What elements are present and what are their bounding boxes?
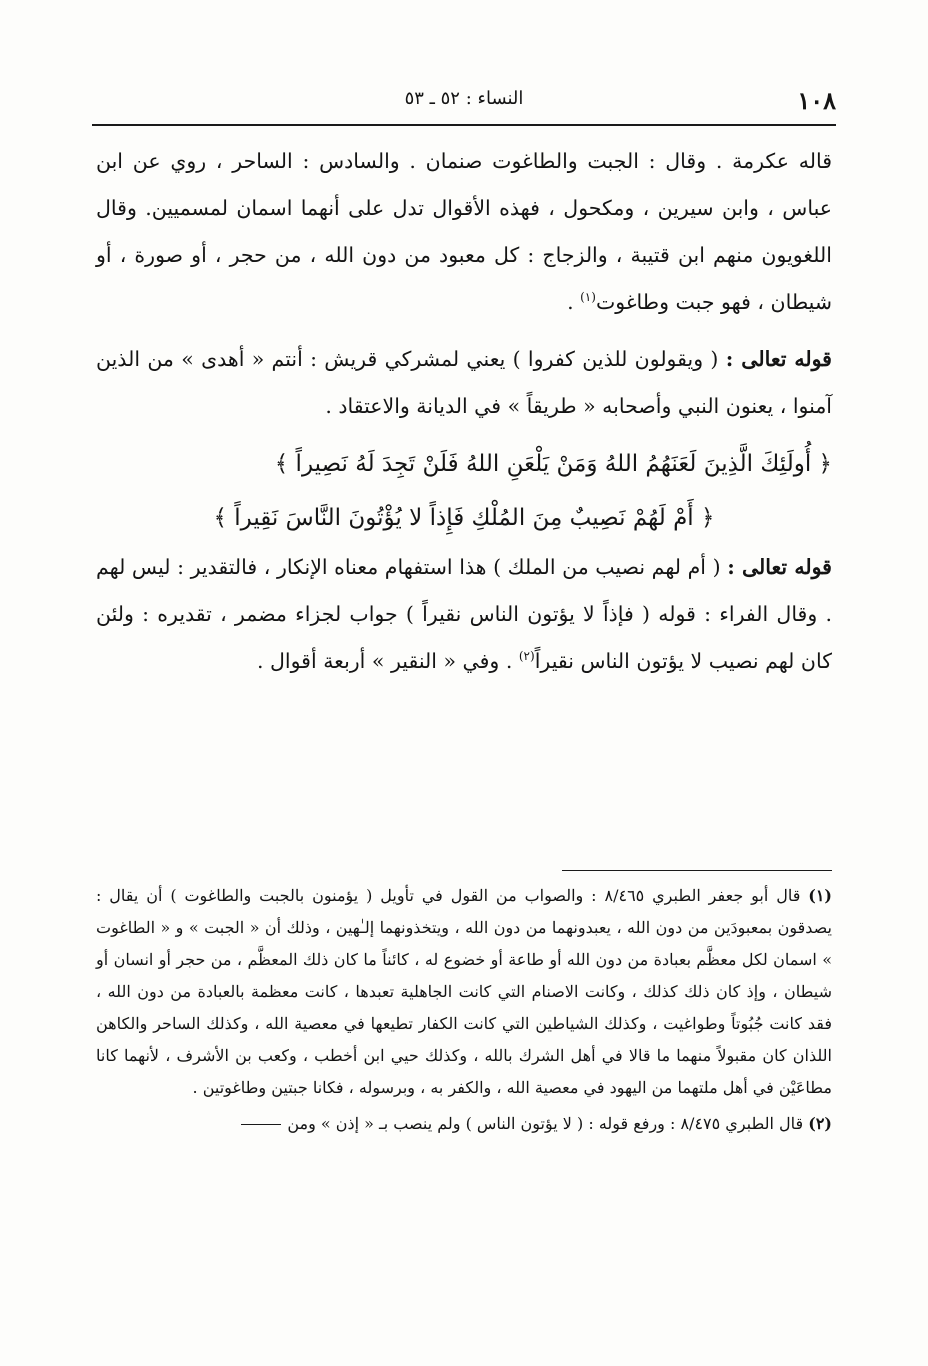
- footnotes: [96, 880, 832, 1140]
- paragraph-2-text: ( ويقولون للذين كفروا ) يعني لمشركي قريش : أنتم « أهدى » من الذين آمنوا ، يعنون النبي وأصحابه « طريقاً » في الديانة والاعتقاد .: [96, 347, 832, 418]
- quran-verse-2: ﴿ أَمْ لَهُمْ نَصِيبٌ مِنَ المُلْكِ فَإِذاً لا يُؤْتُونَ النَّاسَ نَقِيراً ﴾: [213, 505, 715, 531]
- main-text: [96, 138, 832, 685]
- footnote-rule: [562, 870, 832, 871]
- paragraph-1-end: .: [567, 290, 581, 314]
- footnote-1-text: قال أبو جعفر الطبري ٨/٤٦٥ : والصواب من القول في تأويل ( يؤمنون بالجبت والطاغوت ) أن يقال : يصدقون بمعبودَين من دون الله ، يعبدونهما من دون الله ، ويتخذونهما إلـٰهين ، وذلك أن « الجبت » و « الطاغوت » اسمان لكل معظَّم بعبادة من دون الله أو طاعة أو خضوع له ، كائناً ما كان ذلك المعظَّم ، من حجر أو انسان أو شيطان ، وإذ كان ذلك كذلك ، وكانت الاصنام التي كانت الجاهلية تعبدها ، كانت معظمة بالعبادة من دون الله ، فقد كانت جُبُوتاً وطواغيت ، وكذلك الشياطين التي كانت الكفار تطيعها في معصية الله ، وكذلك الساحر والكاهن اللذان كان مقبولاً منهما ما قالا في أهل الشرك بالله ، وكذلك حيي ابن أخطب ، وكعب بن الأشرف ، لأنهما كانا مطاعَيْن في أهل ملتهما من اليهود في معصية الله ، والكفر به ، وبرسوله ، فكانا جبتين وطاغوتين .: [96, 886, 833, 1097]
- paragraph-3-lead: قوله تعالى :: [727, 555, 832, 579]
- quran-verse-1: ﴿ أُولَئِكَ الَّذِينَ لَعَنَهُمُ اللهُ وَمَنْ يَلْعَنِ اللهُ فَلَنْ تَجِدَ لَهُ نَصِيراً ﴾: [274, 451, 832, 477]
- running-title: النساء : ٥٢ ـ ٥٣: [404, 88, 524, 109]
- paragraph-3: [96, 544, 832, 685]
- footnote-2: [96, 1108, 832, 1140]
- page-header: [92, 86, 836, 120]
- page-number: ١٠٨: [797, 86, 836, 115]
- continuation-dash: [241, 1124, 281, 1125]
- paragraph-1-text: قاله عكرمة . وقال : الجبت والطاغوت صنمان . والسادس : الساحر ، روي عن ابن عباس ، وابن سيرين ، ومكحول ، فهذه الأقوال تدل على أنهما اسمان لمسميين. وقال اللغويون منهم ابن قتيبة ، والزجاج : كل معبود من دون الله ، من حجر ، أو صورة ، أو شيطان ، فهو جبت وطاغوت: [96, 149, 832, 314]
- footnote-2-text: قال الطبري ٨/٤٧٥ : ورفع قوله : ( لا يؤتون الناس ) ولم ينصب بـ « إذن » ومن: [287, 1114, 809, 1133]
- paragraph-2-lead: قوله تعالى :: [725, 347, 832, 371]
- paragraph-3-end: . وفي « النقير » أربعة أقوال .: [256, 649, 519, 673]
- footnote-ref-2: (٢): [518, 649, 535, 664]
- paragraph-3-text: ( أم لهم نصيب من الملك ) هذا استفهام معناه الإنكار ، فالتقدير : ليس لهم . وقال الفراء : قوله ( فإذاً لا يؤتون الناس نقيراً ) جواب لجزاء مضمر ، تقديره : ولئن كان لهم نصيب لا يؤتون الناس نقيراً: [96, 555, 832, 673]
- paragraph-2: [96, 336, 832, 430]
- footnote-1: [96, 880, 832, 1104]
- header-rule: [92, 124, 836, 126]
- paragraph-1: [96, 138, 832, 326]
- footnote-2-number: (٢): [808, 1114, 832, 1133]
- footnote-ref-1: (١): [580, 290, 596, 305]
- footnote-1-number: (١): [808, 886, 832, 905]
